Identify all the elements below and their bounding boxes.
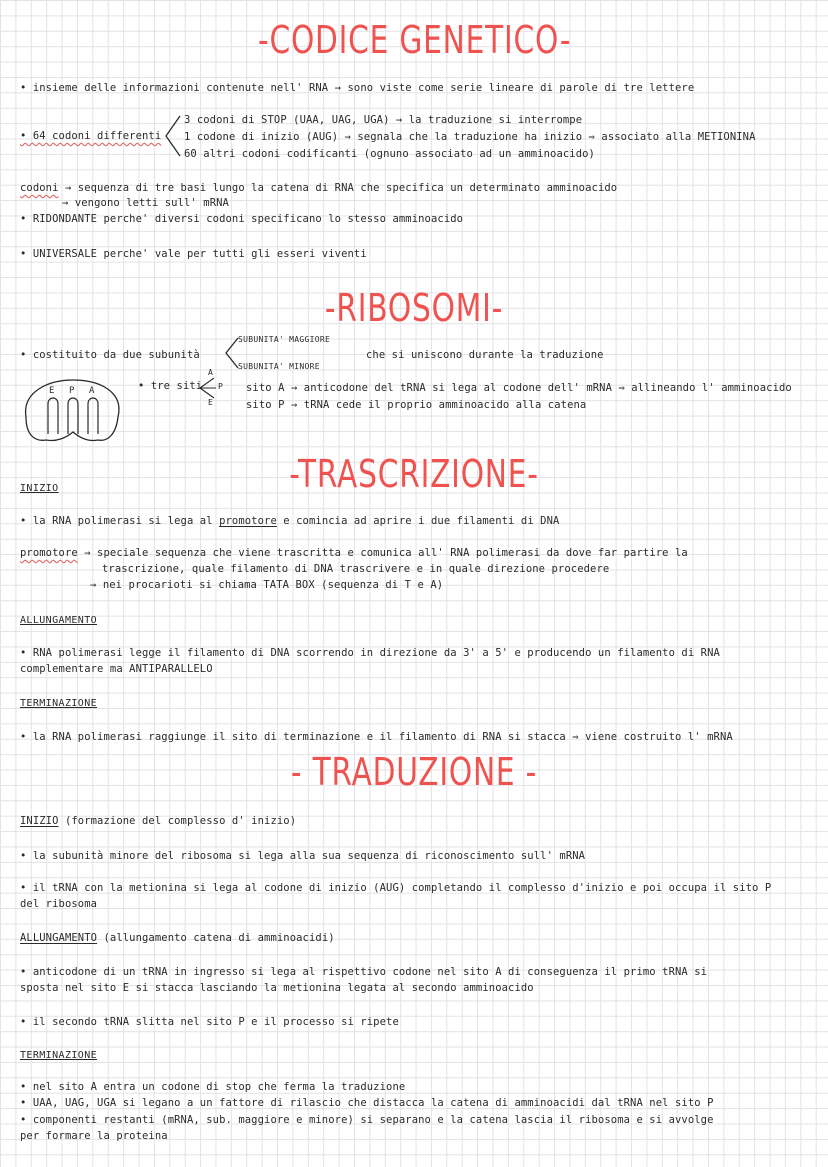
traduzione-term-2: • UAA, UAG, UGA si legano a un fattore di rilascio che distacca la catena di amminoacidi dal tRNA nel sito P	[20, 1097, 714, 1109]
ridondante-line: • RIDONDANTE perche' diversi codoni specificano lo stesso amminoacido	[20, 213, 464, 225]
traduzione-inizio-3: del ribosoma	[20, 898, 98, 910]
trascrizione-all-2: complementare ma ANTIPARALLELO	[20, 663, 213, 675]
traduzione-terminazione-heading: TERMINAZIONE	[20, 1050, 98, 1061]
promotore-def-1: → speciale sequenza che viene trascritta e comunica all' RNA polimerasi da dove far partire la	[84, 547, 688, 559]
traduzione-allungamento-note: (allungamento catena di amminoacidi)	[103, 932, 335, 944]
site-label-a: A	[89, 386, 95, 396]
codice-bullet-altri: 60 altri codoni codificanti (ognuno associato ad un amminoacido)	[184, 148, 595, 160]
trascrizione-terminazione-heading: TERMINAZIONE	[20, 698, 98, 709]
universale-line: • UNIVERSALE perche' vale per tutti gli esseri viventi	[20, 248, 367, 260]
trascrizione-l1-post: e comincia ad aprire i due filamenti di DNA	[276, 515, 560, 527]
codice-line-1: • insieme delle informazioni contenute nell' RNA → sono viste come serie lineare di parole di tre lettere	[20, 82, 695, 94]
sito-a-line: sito A → anticodone del tRNA si lega al codone dell' mRNA ⇒ allineando l' amminoacido	[246, 382, 792, 394]
traduzione-all-2: sposta nel sito E si stacca lasciando la metionina legata al secondo amminoacido	[20, 982, 534, 994]
codoni-definition	[20, 182, 617, 195]
traduzione-term-4: per formare la proteina	[20, 1130, 168, 1142]
codice-bullet-stop: 3 codoni di STOP (UAA, UAG, UGA) → la traduzione si interrompe	[184, 114, 583, 126]
ribosomi-unione: che si uniscono durante la traduzione	[366, 349, 604, 361]
promotore-def-3: → nei procarioti si chiama TATA BOX (sequenza di T e A)	[90, 579, 444, 591]
brace-icon	[160, 114, 182, 158]
site-e-letter: E	[208, 398, 214, 407]
codoni-word: codoni	[20, 182, 59, 194]
trascrizione-all-1: • RNA polimerasi legge il filamento di DNA scorrendo in direzione da 3' a 5' e producendo un filamento di RNA	[20, 647, 720, 659]
traduzione-all-1: • anticodone di un tRNA in ingresso si lega al rispettivo codone nel sito A di conseguenza il primo tRNA si	[20, 966, 708, 978]
site-a-letter: A	[208, 368, 214, 377]
subunita-minore: SUBUNITA' MINORE	[238, 362, 320, 371]
site-label-p: P	[69, 386, 75, 396]
traduzione-inizio-note: (formazione del complesso d' inizio)	[64, 815, 297, 827]
traduzione-term-3: • componenti restanti (mRNA, sub. maggiore e minore) si separano e la catena lascia il ribosoma e si avvolge	[20, 1114, 714, 1126]
traduzione-inizio-heading: INIZIO	[20, 815, 59, 827]
tre-siti-label: • tre siti	[138, 380, 203, 392]
ribosomi-costituito: • costituito da due subunità	[20, 349, 200, 361]
traduzione-all-3: • il secondo tRNA slitta nel sito P e il processo si ripete	[20, 1016, 399, 1028]
promotore-inline: promotore	[219, 515, 277, 527]
ribosome-sketch-icon	[18, 372, 128, 448]
traduzione-inizio-1: • la subunità minore del ribosoma si lega alla sua sequenza di riconoscimento sull' mRNA	[20, 850, 586, 862]
title-trascrizione: -TRASCRIZIONE-	[289, 452, 539, 496]
trascrizione-allungamento-heading: ALLUNGAMENTO	[20, 615, 98, 626]
codoni-def-2: → vengono letti sull' mRNA	[62, 197, 229, 209]
promotore-word: promotore	[20, 547, 78, 559]
codice-bullet-inizio: 1 codone di inizio (AUG) → segnala che la traduzione ha inizio ⇒ associato alla METIONINA	[184, 131, 756, 143]
codoni-label	[20, 130, 161, 143]
traduzione-inizio-row	[20, 815, 296, 828]
codoni-def-1: → sequenza di tre basi lungo la catena di RNA che specifica un determinato amminoacido	[64, 182, 618, 194]
codoni-label-text: • 64 codoni differenti	[20, 130, 162, 142]
trascrizione-l1-pre: • la RNA polimerasi si lega al	[20, 515, 220, 527]
traduzione-term-1: • nel sito A entra un codone di stop che ferma la traduzione	[20, 1081, 406, 1093]
traduzione-allungamento-row	[20, 932, 335, 945]
traduzione-allungamento-heading: ALLUNGAMENTO	[20, 932, 98, 944]
promotore-def-2: trascrizione, quale filamento di DNA trascrivere e in quale direzione procedere	[102, 563, 610, 575]
site-p-letter: P	[218, 382, 224, 391]
title-ribosomi: -RIBOSOMI-	[324, 286, 504, 330]
trascrizione-line-1	[20, 515, 559, 528]
trascrizione-term-1: • la RNA polimerasi raggiunge il sito di terminazione e il filamento di RNA si stacca ⇒ viene costruito l' mRNA	[20, 731, 733, 743]
promotore-definition	[20, 547, 688, 560]
subunita-maggiore: SUBUNITA' MAGGIORE	[238, 335, 331, 344]
site-label-e: E	[49, 386, 55, 396]
title-codice-genetico: -CODICE GENETICO-	[258, 18, 572, 62]
traduzione-inizio-2: • il tRNA con la metionina si lega al codone di inizio (AUG) completando il complesso d'inizio e poi occupa il sito P	[20, 882, 772, 894]
trascrizione-inizio-heading: INIZIO	[20, 483, 59, 494]
sito-p-line: sito P → tRNA cede il proprio amminoacido alla catena	[246, 399, 587, 411]
title-traduzione: - TRADUZIONE -	[290, 750, 538, 794]
